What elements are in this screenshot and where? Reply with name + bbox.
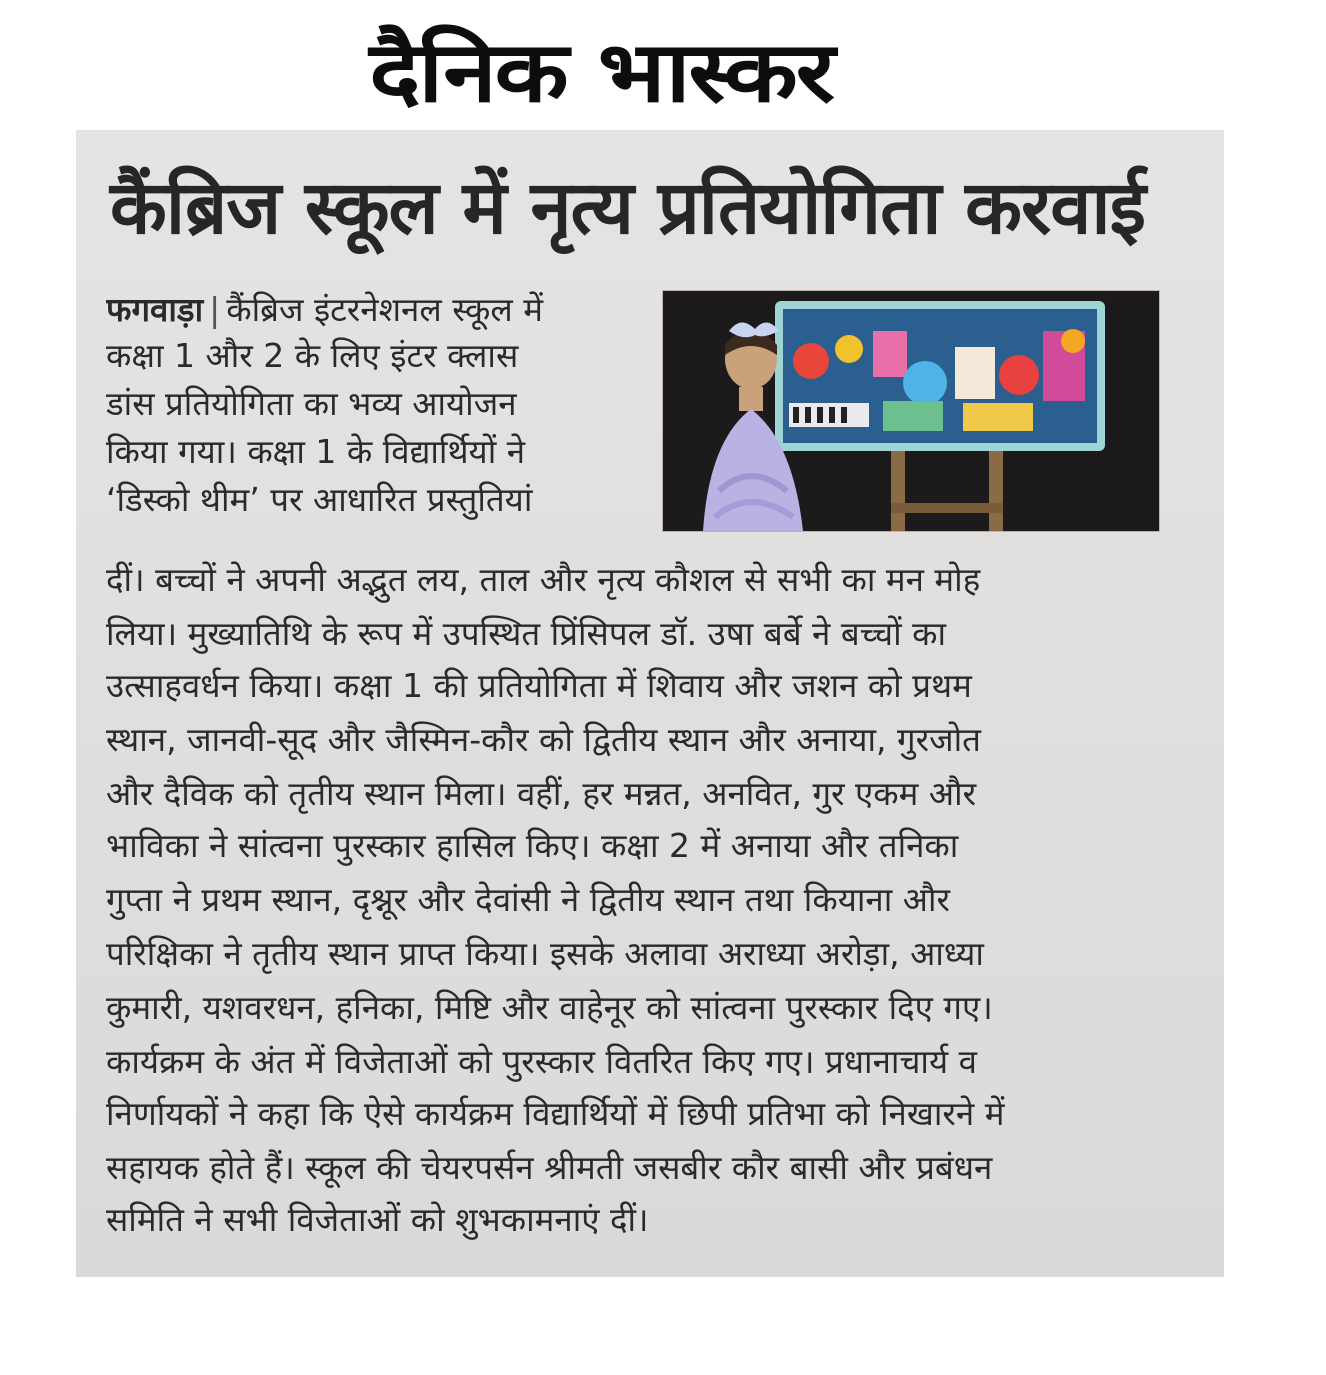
news-clipping bbox=[76, 130, 1224, 1277]
article-line: कार्यक्रम के अंत में विजेताओं को पुरस्कार वितरित किए गए। प्रधानाचार्य व bbox=[106, 1042, 977, 1081]
stage-dance-photo bbox=[663, 291, 1159, 531]
article-line: स्थान, जानवी-सूद और जैस्मिन-कौर को द्वितीय स्थान और अनाया, गुरजोत bbox=[106, 720, 981, 759]
article-line: दीं। बच्चों ने अपनी अद्भुत लय, ताल और नृत्य कौशल से सभी का मन मोह bbox=[106, 560, 981, 599]
article-line: भाविका ने सांत्वना पुरस्कार हासिल किए। कक्षा 2 में अनाया और तनिका bbox=[106, 826, 959, 865]
article-line bbox=[106, 286, 646, 334]
article-photo bbox=[662, 290, 1160, 532]
article-line: गुप्ता ने प्रथम स्थान, दृश्नूर और देवांसी ने द्वितीय स्थान तथा कियाना और bbox=[106, 880, 950, 919]
article-line: निर्णायकों ने कहा कि ऐसे कार्यक्रम विद्यार्थियों में छिपी प्रतिभा को निखारने में bbox=[106, 1094, 1005, 1133]
article-line: सहायक होते हैं। स्कूल की चेयरपर्सन श्रीमती जसबीर कौर बासी और प्रबंधन bbox=[106, 1148, 993, 1187]
article-dateline: फगवाड़ा bbox=[106, 290, 204, 329]
article-line: और दैविक को तृतीय स्थान मिला। वहीं, हर मन्नत, अनवित, गुर एकम और bbox=[106, 774, 977, 813]
newspaper-masthead: दैनिक भास्कर bbox=[369, 23, 833, 121]
article-line: लिया। मुख्यातिथि के रूप में उपस्थित प्रिंसिपल डॉ. उषा बर्बे ने बच्चों का bbox=[106, 614, 946, 653]
article-line: परिक्षिका ने तृतीय स्थान प्राप्त किया। इसके अलावा अराध्या अरोड़ा, आध्या bbox=[106, 934, 984, 973]
dateline-separator: | bbox=[209, 290, 221, 329]
article-line-text: कैंब्रिज इंटरनेशनल स्कूल में bbox=[226, 290, 544, 329]
article-line: कुमारी, यशवरधन, हनिका, मिष्टि और वाहेनूर को सांत्वना पुरस्कार दिए गए। bbox=[106, 988, 993, 1027]
article-line: कक्षा 1 और 2 के लिए इंटर क्लास bbox=[106, 336, 519, 375]
article-line: किया गया। कक्षा 1 के विद्यार्थियों ने bbox=[106, 432, 526, 471]
article-line: उत्साहवर्धन किया। कक्षा 1 की प्रतियोगिता में शिवाय और जशन को प्रथम bbox=[106, 666, 972, 705]
article-line: ‘डिस्को थीम’ पर आधारित प्रस्तुतियां bbox=[106, 480, 533, 519]
article-line: डांस प्रतियोगिता का भव्य आयोजन bbox=[106, 384, 517, 423]
article-headline: कैंब्रिज स्कूल में नृत्य प्रतियोगिता करवाई bbox=[110, 165, 1145, 251]
article-line: समिति ने सभी विजेताओं को शुभकामनाएं दीं। bbox=[106, 1200, 649, 1239]
